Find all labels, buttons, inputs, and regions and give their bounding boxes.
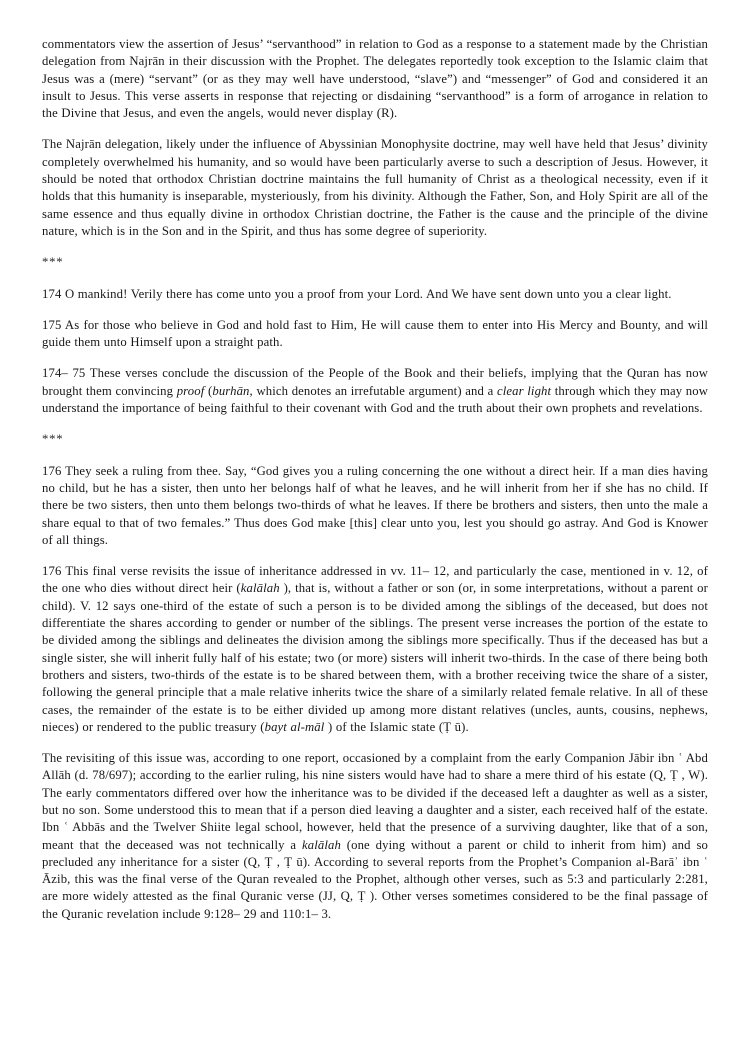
transliteration-term: bayt al-māl [264,719,325,734]
text-run: 176 This final verse revisits the issue of inheritance addressed in vv. 11– 12, and particularly the case, mentioned in v. 12, of the one who dies without direct heir ( [42,564,708,596]
verse-paragraph: 175 As for those who believe in God and hold fast to Him, He will cause them to enter into His Mercy and Bounty, and will guide them unto Himself upon a straight path. [42,317,708,350]
verse-paragraph: 174 O mankind! Verily there has come unto you a proof from your Lord. And We have sent down unto you a clear light. [42,286,672,301]
commentary-paragraph [42,750,708,923]
transliteration-term: burhān, [212,383,253,398]
text-run: (one dying without a parent or child to inherit from him) and so precluded any inheritance for a sister (Q, Ṭ , Ṭ ū). According to several reports from the Prophet’s Companion al-Barāʾ ibn ʿ Āzib, this was the final verse of the Quran revealed to the Prophet, although other verses, such as 5:3 and particularly 2:281, are more widely attested as the final Quranic verse (JJ, Q, Ṭ ). Other verses sometimes considered to be the final passage of the Quranic revelation include 9:128– 29 and 110:1– 3. [42,837,708,921]
text-run: which denotes an irrefutable argument) and a [252,383,497,398]
page-text-column [42,36,708,923]
commentary-paragraph: commentators view the assertion of Jesus’ “servanthood” in relation to God as a response to a statement made by the Christian delegation from Najrān in their discussion with the Prophet. The delegates reportedly took exception to the Islamic claim that Jesus was a (mere) “servant” (or as they may well have understood, “slave”) and “messenger” of God and considered it an insult to Jesus. This verse asserts in response that rejecting or disdaining “servanthood” is a form of arrogance in relation to the Divine that Jesus, and even the angels, would never display (R). [42,37,708,121]
transliteration-term: clear light [496,383,552,398]
transliteration-term: proof [176,383,205,398]
text-run: ), that is, without a father or son (or, in some interpretations, without a parent or child). V. 12 says one-third of the estate of such a person is to be divided among the siblings of the deceased, but does not differentiate the shares according to gender or number of the siblings. The present verse increases the portion of the estate to be divided among the siblings and delineates the division among the siblings more specifically. Thus if the deceased has but a single sister, she will inherit fully half of his estate; two (or more) sisters will inherit two-thirds. In the case of there being both brothers and sisters, two-thirds of the estate is to be shared between them, with a brother receiving twice the share of a sister, following the general principle that a male relative inherits twice the share of a similarly related female relative. In all of these cases, the remainder of the estate is to be either divided up among more distant relatives (uncles, aunts, cousins, nephews, nieces) or rendered to the public treasury ( [42,581,708,734]
section-separator: *** [42,255,64,270]
text-run: through which they may now understand the importance of being faithful to their covenant with God and the truth about their own prophets and revelations. [42,383,709,416]
text-run: The revisiting of this issue was, according to one report, occasioned by a complaint from the early Companion Jābir ibn ʿ Abd Allāh (d. 78/697); according to the earlier ruling, his nine sisters would have had to share a mere third of his estate (Q, Ṭ , W). The early commentators differed over how the inheritance was to be divided if the deceased left a daughter as well as a sister, but no son. Some understood this to mean that if a person died leaving a daughter and a sister, each received half of the estate. Ibn ʿ Abbās and the Twelver Shiite legal school, however, held that the presence of a surviving daughter, like that of a son, meant that the deceased was not technically a [42,751,708,852]
text-run: 174– 75 These verses conclude the discussion of the People of the Book and their beliefs, implying that the Quran has now brought them convincing [42,366,708,398]
verse-paragraph: 176 They seek a ruling from thee. Say, “God gives you a ruling concerning the one without a direct heir. If a man dies having no child, but he has a sister, then unto her belongs half of what he leaves, and he will inherit from her if she has no child. If there be two sisters, then unto them belongs two-thirds of what he leaves. If there be brothers and sisters, then unto the male a share equal to that of two females.” Thus does God make [this] clear unto you, lest you should go astray. And God is Knower of all things. [42,463,708,547]
commentary-paragraph [42,563,708,736]
text-run: ) of the Islamic state (Ṭ ū). [324,719,469,734]
commentary-paragraph [42,365,708,417]
section-separator: *** [42,432,64,447]
transliteration-term: kalālah [240,581,280,596]
transliteration-term: kalālah [301,837,341,852]
commentary-paragraph: The Najrān delegation, likely under the influence of Abyssinian Monophysite doctrine, may well have held that Jesus’ divinity completely overwhelmed his humanity, and so would have been particularly averse to such a description of Jesus. However, it should be noted that orthodox Christian doctrine maintains the full humanity of Christ as a theological necessity, even if it holds that this humanity is inseparable, mysteriously, from his divinity. Although the Father, Son, and Holy Spirit are all of the same essence and thus equally divine in orthodox Christian doctrine, the Father is the cause and the principle of the divine nature, which is in the Son and in the Spirit, and thus has some degree of superiority. [42,137,708,238]
text-run: ( [204,383,213,398]
